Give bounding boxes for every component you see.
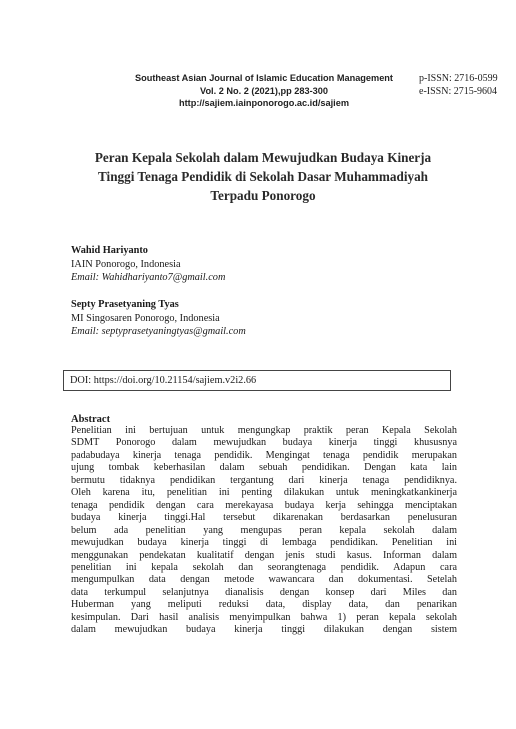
author-name: Septy Prasetyaning Tyas [71, 299, 179, 310]
abstract-heading: Abstract [71, 414, 111, 425]
author-email: Email: septyprasetyaningtyas@gmail.com [71, 326, 246, 337]
author-email: Email: Wahidhariyanto7@gmail.com [71, 272, 226, 283]
abstract-line: Huberman yang meliputi reduksi data, display data, dan penarikan [71, 599, 457, 611]
abstract-body [71, 425, 457, 637]
abstract-line: ujung tombak keberhasilan dalam sebuah pendidikan. Dengan kata lain [71, 462, 457, 474]
abstract-line: data terkumpul selanjutnya dianalisis dengan konsep dari Miles dan [71, 586, 457, 598]
journal-header [100, 72, 428, 110]
abstract-line: Oleh karena itu, penelitian ini penting dilakukan untuk meningkatkankinerja [71, 487, 457, 499]
abstract-line: bermutu tidaknya pendidikan tergantung dari kinerja tenaga pendidiknya. [71, 474, 457, 486]
abstract-line: dalam mewujudkan budaya kinerja tinggi dilakukan dengan sistem [71, 624, 457, 636]
title-line: Terpadu Ponorogo [210, 188, 316, 203]
doi-text: DOI: https://doi.org/10.21154/sajiem.v2i2.66 [70, 375, 257, 386]
author-block [71, 244, 451, 285]
abstract-line: budaya kinerja tinggi.Hal tersebut dikarenakan berdasarkan penelusuran [71, 512, 457, 524]
journal-name: Southeast Asian Journal of Islamic Education Management [135, 73, 393, 83]
p-issn: p-ISSN: 2716-0599 [419, 73, 498, 84]
volume-info: Vol. 2 No. 2 (2021),pp 283-300 [200, 85, 328, 96]
abstract-line: mengumpulkan data dengan metode wawancara dan dokumentasi. Setelah [71, 574, 457, 586]
author-name: Wahid Hariyanto [71, 245, 148, 256]
author-affiliation: MI Singosaren Ponorogo, Indonesia [71, 312, 220, 324]
author-affiliation: IAIN Ponorogo, Indonesia [71, 258, 181, 270]
abstract-line: mewujudkan budaya kinerja tinggi di lembaga pendidikan. Penelitian ini [71, 537, 457, 549]
issn-block [419, 72, 514, 98]
e-issn: e-ISSN: 2715-9604 [419, 86, 498, 97]
abstract-line: tenaga pendidik dengan cara merekayasa budaya kerja sehingga menciptakan [71, 499, 457, 511]
abstract-line: SDMT Ponorogo dalam mewujudkan budaya kinerja tinggi khususnya [71, 437, 457, 449]
title-line: Tinggi Tenaga Pendidik di Sekolah Dasar Muhammadiyah [97, 169, 429, 184]
journal-url: http://sajiem.iainponorogo.ac.id/sajiem [179, 98, 349, 108]
abstract-line: belum ada penelitian yang mengupas peran kepala sekolah dalam [71, 524, 457, 536]
doi-box [63, 370, 451, 391]
abstract-line: menggunakan pendekatan kualitatif dengan jenis studi kasus. Informan dalam [71, 549, 457, 561]
abstract-line: padabudaya kinerja tenaga pendidik. Mengingat tenaga pendidik merupakan [71, 449, 457, 461]
paper-title [70, 148, 456, 205]
author-block [71, 298, 451, 339]
abstract-line: kesimpulan. Dari hasil analisis menyimpulkan bahwa 1) peran kepala sekolah [71, 611, 457, 623]
title-line: Peran Kepala Sekolah dalam Mewujudkan Budaya Kinerja [94, 150, 432, 165]
abstract-line: Penelitian ini bertujuan untuk mengungkap praktik peran Kepala Sekolah [71, 425, 457, 436]
abstract-line: penelitian ini kepala sekolah dan seorangtenaga pendidik. Adapun cara [71, 561, 457, 573]
